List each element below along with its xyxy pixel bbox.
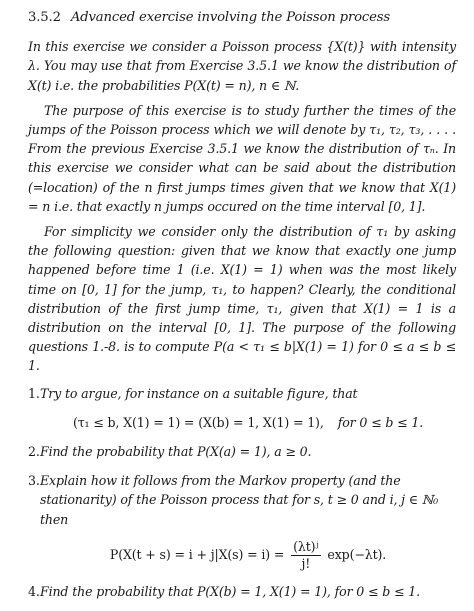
question-text: Find the probability that P(X(a) = 1), a ≥ 0. xyxy=(40,444,312,460)
question-item-4 xyxy=(28,582,456,601)
intro-paragraph: In this exercise we consider a Poisson process {X(t)} with intensity λ. You may use that from Exercise 3.5.1 we know the distribution of X(t) i.e. the probabilities P(X(t) = n), n ∈ ℕ. xyxy=(28,39,456,93)
equation-body: (τ₁ ≤ b, X(1) = 1) = (X(b) = 1, X(1) = 1), xyxy=(72,414,324,430)
question-item-3 xyxy=(28,471,456,572)
section-heading xyxy=(28,8,456,27)
fraction xyxy=(291,539,320,572)
question-marker: 4. xyxy=(28,583,40,599)
section-title: Advanced exercise involving the Poisson process xyxy=(70,10,391,25)
equation-right: exp(−λt). xyxy=(327,546,387,562)
fraction-denominator: j! xyxy=(301,555,311,571)
fraction-numerator: (λt)ʲ xyxy=(293,538,319,554)
question-marker: 3. xyxy=(28,473,40,489)
simplicity-paragraph: For simplicity we consider only the distribution of τ₁ by asking the following question: given that we know that exactly one jump happened before time 1 (i.e. X(1) = 1) when was the most likely time on [0, 1] for the jump, τ₁, to happen? Clearly, the conditional distribution of the first jump time, τ₁, given that X(1) = 1 is a distribution on the interval [0, 1]. The purpose of the following questions 1.-8. is to compute P(a < τ₁ ≤ b|X(1) = 1) for 0 ≤ a ≤ b ≤ 1. xyxy=(28,224,456,374)
question-marker: 1. xyxy=(28,385,40,401)
question-marker: 2. xyxy=(28,444,40,460)
question-text: Find the probability that P(X(b) = 1, X(1) = 1), for 0 ≤ b ≤ 1. xyxy=(40,583,421,599)
question-item-2 xyxy=(28,442,456,461)
purpose-paragraph: The purpose of this exercise is to study further the times of the jumps of the Poisson process which we will denote by τ₁, τ₂, τ₃, . . . . From the previous Exercise 3.5.1 we know the distribution of τₙ. In this exercise we consider what can be said about the distribution (=location) of the n first jumps times given that we know that X(1) = n i.e. that exactly n jumps occured on the time interval [0, 1]. xyxy=(28,102,456,214)
question-text: Explain how it follows from the Markov property (and the stationarity) of the Poisson process that for s, t ≥ 0 and i, j ∈ ℕ₀ then xyxy=(40,473,439,527)
section-number: 3.5.2 xyxy=(28,10,61,25)
display-equation xyxy=(40,413,456,432)
display-equation xyxy=(40,539,456,572)
exercise-page xyxy=(28,8,456,611)
question-item-1 xyxy=(28,384,456,432)
equation-left: P(X(t + s) = i + j|X(s) = i) = xyxy=(109,546,285,562)
equation-condition: for 0 ≤ b ≤ 1. xyxy=(337,414,424,430)
question-list xyxy=(28,384,456,601)
question-text: Try to argue, for instance on a suitable figure, that xyxy=(40,385,358,401)
